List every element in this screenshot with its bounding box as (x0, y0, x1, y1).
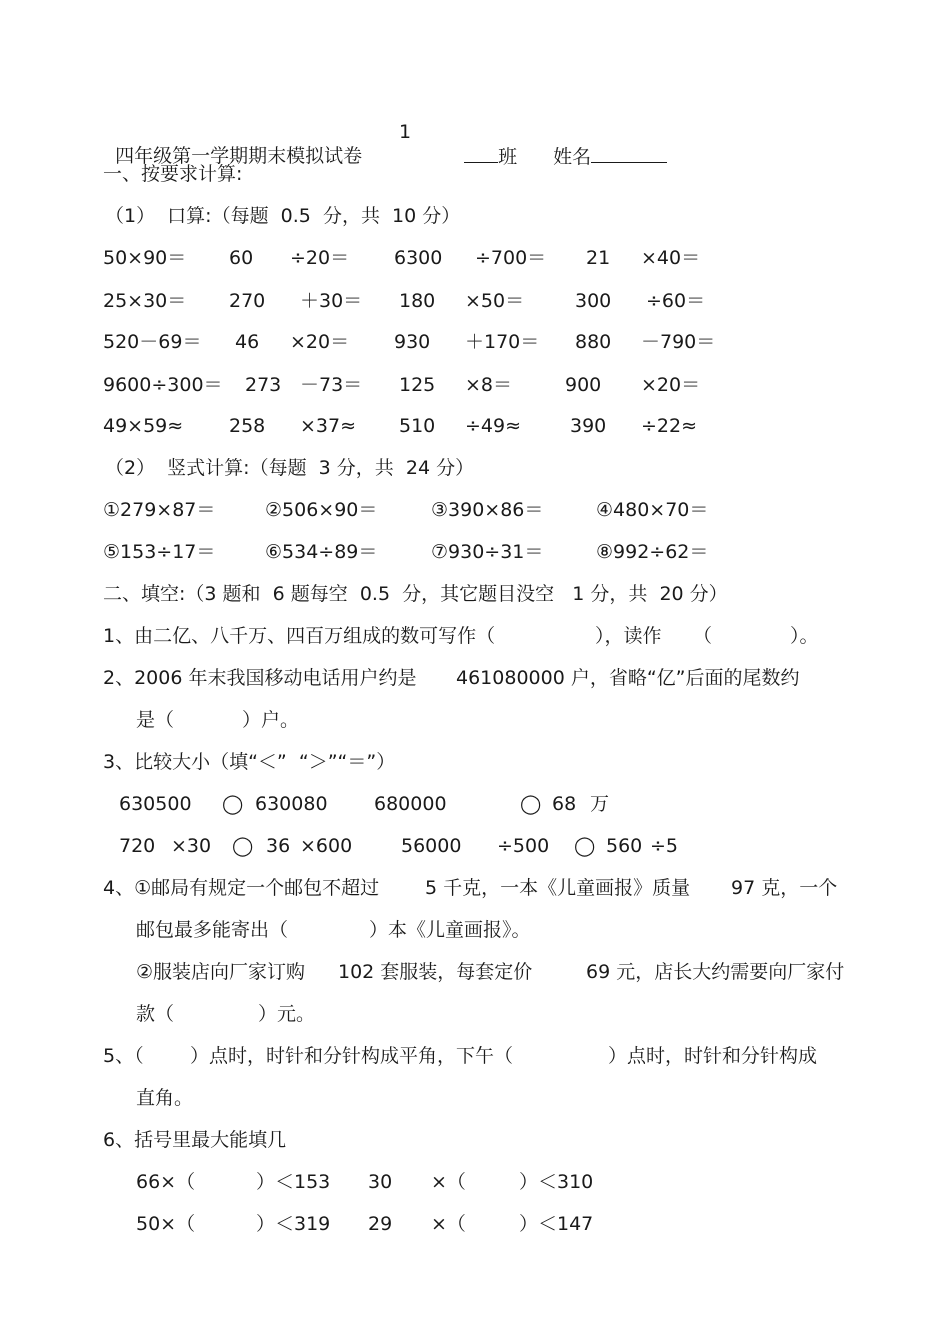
q3-cell: ×30 (171, 835, 212, 857)
oral-cell: ×20＝ (641, 374, 701, 396)
q6-cell: ）＜319 (256, 1213, 331, 1235)
name-field[interactable] (541, 120, 667, 169)
oral-cell: －73＝ (300, 374, 363, 396)
oral-cell: 258 (229, 415, 266, 437)
q6-cell: ）＜153 (256, 1171, 331, 1193)
q4-text: 款（ (136, 1003, 175, 1025)
q3-cell: 68 (552, 793, 577, 815)
q1-text: ）。 (790, 625, 819, 647)
part1-heading: （1） 口算:（每题 0.5 分，共 10 分） (105, 205, 461, 227)
oral-cell: －790＝ (641, 331, 716, 353)
exam-title (103, 120, 362, 168)
oral-cell: ÷49≈ (465, 415, 522, 437)
q6-cell: 66×（ (136, 1171, 196, 1193)
q6-cell: ）＜147 (519, 1213, 594, 1235)
oral-cell: ＋170＝ (465, 331, 540, 353)
compare-circle[interactable]: ◯ (574, 835, 596, 857)
compare-circle[interactable]: ◯ (222, 793, 244, 815)
q3-cell: 万 (590, 793, 610, 815)
oral-cell: 300 (575, 290, 612, 312)
oral-cell: 50×90＝ (103, 247, 187, 269)
q6-cell: 29 (368, 1213, 393, 1235)
q3-cell: 630500 (119, 793, 192, 815)
class-label: 班 (498, 146, 518, 168)
q3-cell: 630080 (255, 793, 328, 815)
vertical-cell: ⑤153÷17＝ (103, 541, 216, 563)
oral-cell: 520－69＝ (103, 331, 202, 353)
oral-cell: 21 (586, 247, 611, 269)
compare-circle[interactable]: ◯ (520, 793, 542, 815)
oral-cell: ×50＝ (465, 290, 525, 312)
q5-text: ）点时，时针和分针构成 (608, 1045, 818, 1067)
q4-text: 邮包最多能寄出（ (136, 919, 289, 941)
q4-text: 4、①邮局有规定一个邮包不超过 (103, 877, 380, 899)
oral-cell: 49×59≈ (103, 415, 184, 437)
q6-heading: 6、括号里最大能填几 (103, 1129, 287, 1151)
compare-circle[interactable]: ◯ (232, 835, 254, 857)
q4-text: 69 元，店长大约需要向厂家付 (586, 961, 845, 983)
q1-text: ），读作 (595, 625, 662, 647)
oral-cell: 930 (394, 331, 431, 353)
oral-cell: 180 (399, 290, 436, 312)
q5-text: 直角。 (136, 1087, 194, 1109)
q6-cell: ×（ (431, 1171, 466, 1193)
oral-cell: ×20＝ (290, 331, 350, 353)
vertical-cell: ⑥534÷89＝ (265, 541, 378, 563)
exam-title-text: 四年级第一学期期末模拟试卷 (115, 145, 363, 167)
q3-cell: ÷5 (650, 835, 679, 857)
class-field[interactable] (452, 120, 517, 169)
q4-text: ）元。 (258, 1003, 316, 1025)
q2-text: ）户。 (242, 709, 300, 731)
vertical-cell: ⑧992÷62＝ (596, 541, 709, 563)
oral-cell: 270 (229, 290, 266, 312)
q6-cell: ）＜310 (519, 1171, 594, 1193)
oral-cell: 510 (399, 415, 436, 437)
oral-cell: ×40＝ (641, 247, 701, 269)
q4-text: ②服装店向厂家订购 (136, 961, 306, 983)
q2-text: 461080000 户，省略“亿”后面的尾数约 (456, 667, 800, 689)
q6-cell: 30 (368, 1171, 393, 1193)
q5-text: 5、（ (103, 1045, 144, 1067)
q4-text: ）本《儿童画报》。 (369, 919, 531, 941)
q6-cell: ×（ (431, 1213, 466, 1235)
oral-cell: 25×30＝ (103, 290, 187, 312)
q3-cell: 720 (119, 835, 156, 857)
q1-text: 1、由二亿、八千万、四百万组成的数可写作（ (103, 625, 496, 647)
oral-cell: 125 (399, 374, 436, 396)
q2-text: 是（ (136, 709, 175, 731)
oral-cell: 6300 (394, 247, 443, 269)
q3-heading: 3、比较大小（填“＜” “＞”“＝”） (103, 751, 396, 773)
q3-cell: ÷500 (497, 835, 550, 857)
section1-heading: 一、按要求计算: (103, 163, 243, 185)
q4-text: 102 套服装，每套定价 (338, 961, 533, 983)
section2-heading: 二、填空:（3 题和 6 题每空 0.5 分，其它题目没空 1 分，共 20 分） (103, 583, 728, 605)
q3-cell: ×600 (300, 835, 353, 857)
oral-cell: 46 (235, 331, 260, 353)
q4-text: 5 千克，一本《儿童画报》质量 (425, 877, 691, 899)
part2-heading: （2） 竖式计算:（每题 3 分，共 24 分） (105, 457, 475, 479)
oral-cell: ＋30＝ (300, 290, 363, 312)
vertical-cell: ⑦930÷31＝ (431, 541, 544, 563)
oral-cell: 9600÷300＝ (103, 374, 223, 396)
vertical-cell: ②506×90＝ (265, 499, 378, 521)
name-label: 姓名 (553, 146, 592, 168)
q3-cell: 560 (606, 835, 643, 857)
oral-cell: 390 (570, 415, 607, 437)
q5-text: ）点时，时针和分针构成平角，下午（ (190, 1045, 514, 1067)
oral-cell: ×8＝ (465, 374, 513, 396)
q6-cell: 50×（ (136, 1213, 196, 1235)
oral-cell: ÷700＝ (475, 247, 547, 269)
q3-cell: 680000 (374, 793, 447, 815)
q3-cell: 56000 (401, 835, 462, 857)
oral-cell: 273 (245, 374, 282, 396)
oral-cell: 880 (575, 331, 612, 353)
vertical-cell: ③390×86＝ (431, 499, 544, 521)
oral-cell: ÷20＝ (290, 247, 350, 269)
vertical-cell: ④480×70＝ (596, 499, 709, 521)
q1-text: （ (693, 625, 713, 647)
oral-cell: 900 (565, 374, 602, 396)
q2-text: 2、2006 年末我国移动电话用户约是 (103, 667, 417, 689)
oral-cell: ÷60＝ (646, 290, 706, 312)
q3-cell: 36 (266, 835, 291, 857)
vertical-cell: ①279×87＝ (103, 499, 216, 521)
q4-text: 97 克，一个 (731, 877, 838, 899)
oral-cell: 60 (229, 247, 254, 269)
exam-number: 1 (399, 121, 412, 143)
oral-cell: ÷22≈ (641, 415, 698, 437)
oral-cell: ×37≈ (300, 415, 357, 437)
